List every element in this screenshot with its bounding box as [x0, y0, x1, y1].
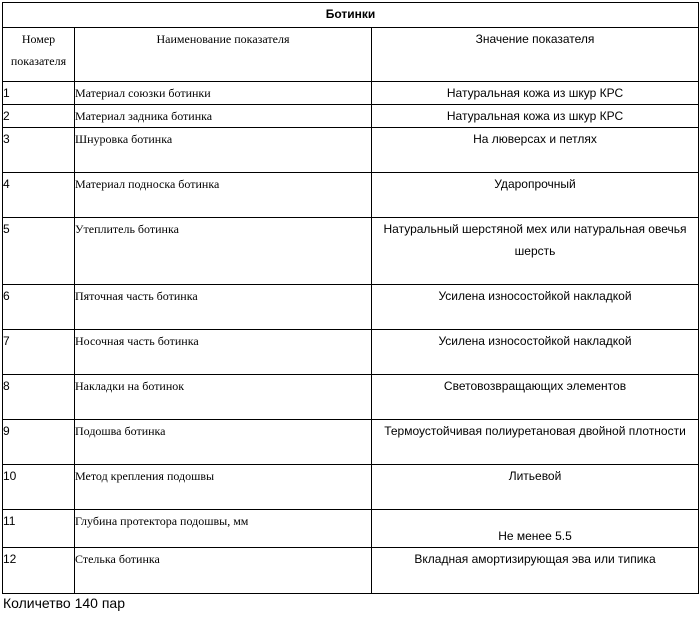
row-number: 4 [3, 173, 75, 218]
row-number: 8 [3, 375, 75, 420]
row-name: Пяточная часть ботинка [75, 285, 372, 330]
row-name: Утеплитель ботинка [75, 218, 372, 285]
table-row [3, 465, 699, 510]
row-number: 3 [3, 128, 75, 173]
row-name: Материал задника ботинка [75, 105, 372, 128]
table-row [3, 218, 699, 285]
row-number: 7 [3, 330, 75, 375]
header-name: Наименование показателя [75, 28, 372, 82]
quantity-note: Количетво 140 пар [3, 595, 126, 611]
title-row [3, 3, 699, 28]
table-row [3, 510, 699, 548]
row-value: Натуральная кожа из шкур КРС [372, 82, 699, 105]
row-name: Подошва ботинка [75, 420, 372, 465]
row-number: 10 [3, 465, 75, 510]
table-row [3, 105, 699, 128]
spec-table [2, 2, 699, 594]
row-value: Световозвращающих элементов [372, 375, 699, 420]
row-number: 6 [3, 285, 75, 330]
table-row [3, 82, 699, 105]
table-row [3, 420, 699, 465]
row-name: Метод крепления подошвы [75, 465, 372, 510]
row-value: На люверсах и петлях [372, 128, 699, 173]
row-number: 2 [3, 105, 75, 128]
table-row [3, 173, 699, 218]
row-value: Не менее 5.5 [372, 510, 699, 548]
row-value: Ударопрочный [372, 173, 699, 218]
row-value: Натуральный шерстяной мех или натуральная овечья шерсть [372, 218, 699, 285]
table-row [3, 285, 699, 330]
row-value: Литьевой [372, 465, 699, 510]
row-name: Глубина протектора подошвы, мм [75, 510, 372, 548]
row-number: 1 [3, 82, 75, 105]
table-title: Ботинки [3, 3, 699, 28]
row-value: Вкладная амортизирующая эва или типика [372, 548, 699, 594]
row-value: Термоустойчивая полиуретановая двойной плотности [372, 420, 699, 465]
row-name: Материал союзки ботинки [75, 82, 372, 105]
header-row [3, 28, 699, 82]
header-number: Номер показателя [3, 28, 75, 82]
row-name: Материал подноска ботинка [75, 173, 372, 218]
row-name: Носочная часть ботинка [75, 330, 372, 375]
table-row [3, 548, 699, 594]
row-value: Усилена износостойкой накладкой [372, 330, 699, 375]
row-name: Шнуровка ботинка [75, 128, 372, 173]
row-name: Накладки на ботинок [75, 375, 372, 420]
table-row [3, 128, 699, 173]
row-number: 5 [3, 218, 75, 285]
row-number: 9 [3, 420, 75, 465]
row-value: Натуральная кожа из шкур КРС [372, 105, 699, 128]
row-value: Усилена износостойкой накладкой [372, 285, 699, 330]
row-number: 11 [3, 510, 75, 548]
table-row [3, 375, 699, 420]
row-number: 12 [3, 548, 75, 594]
header-value: Значение показателя [372, 28, 699, 82]
table-row [3, 330, 699, 375]
row-name: Стелька ботинка [75, 548, 372, 594]
